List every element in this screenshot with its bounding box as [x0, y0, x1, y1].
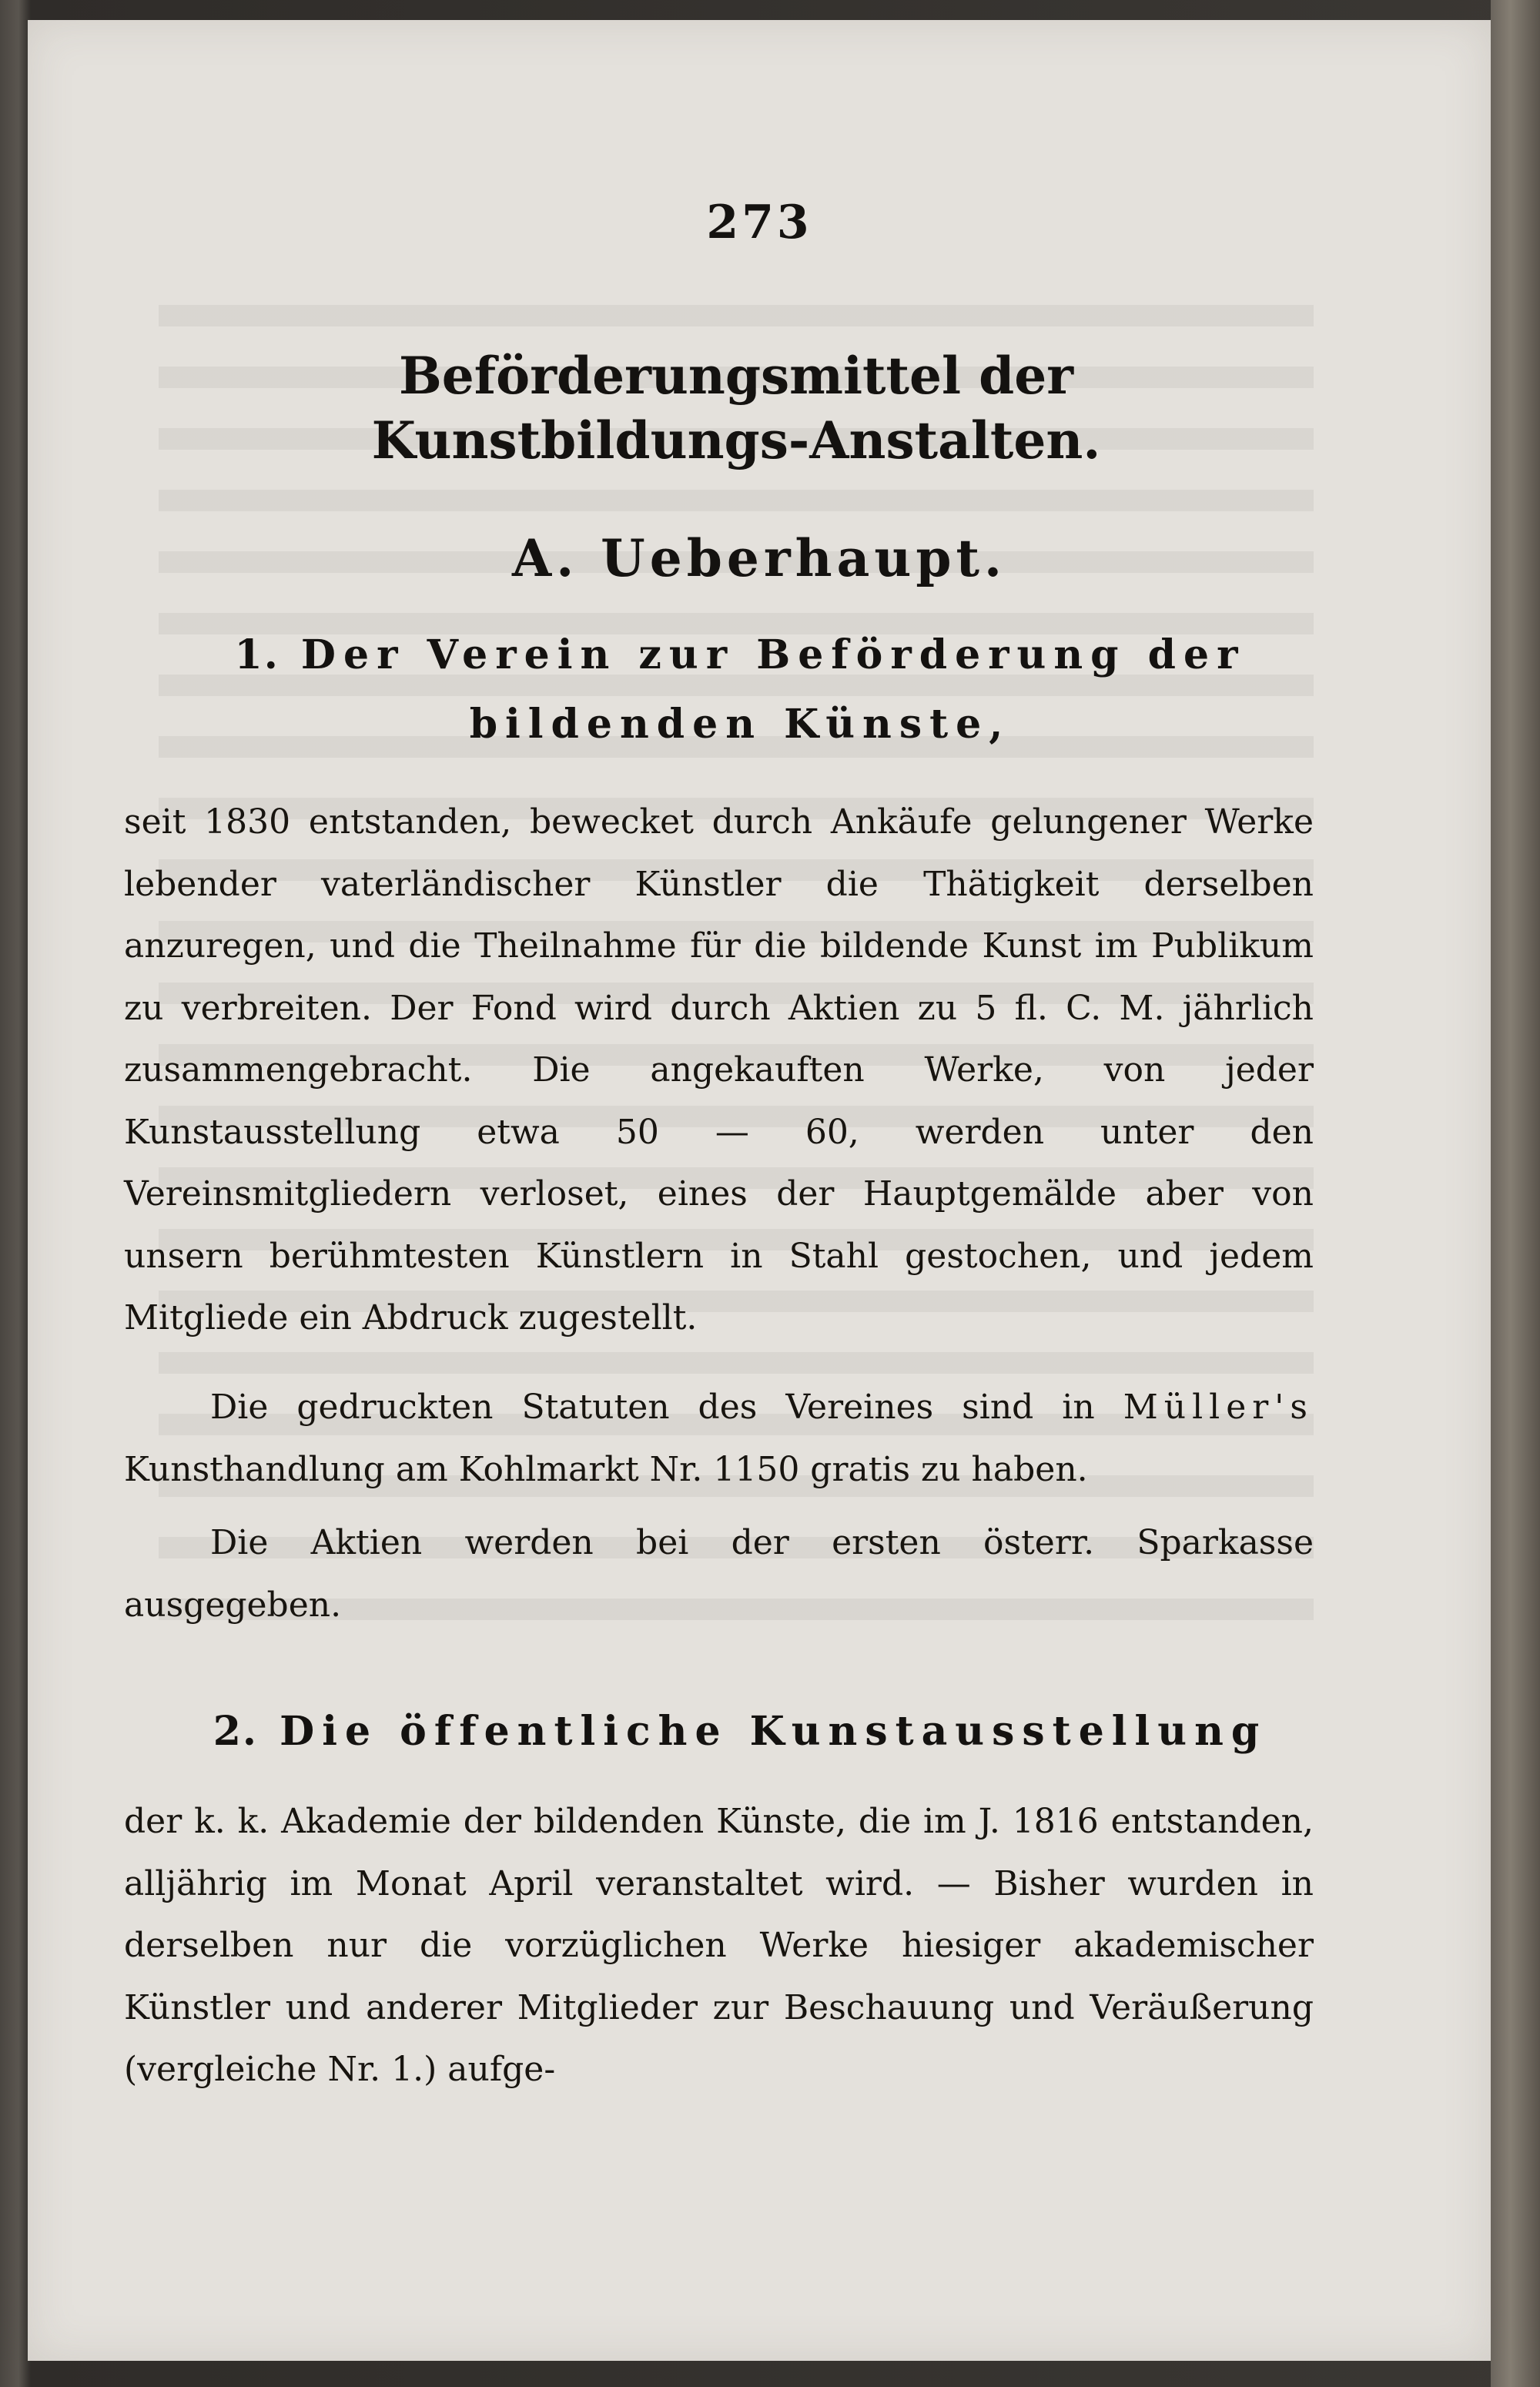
statutes-text-before: Die gedruckten Statuten des Vereines sind in	[210, 1388, 1123, 1427]
statutes-text-after: Kunsthandlung am Kohlmarkt Nr. 1150 gratis zu haben.	[124, 1449, 1088, 1489]
item-2-heading	[174, 1697, 1306, 1766]
item-1-number: 1.	[234, 631, 280, 678]
item-1-paragraph: seit 1830 entstanden, bewecket durch Ankäufe gelungener Werke lebender vaterländischer Künstler die Thätigkeit derselben anzuregen, und die Theilnahme für die bildende Kunst im Publikum zu verbreiten. Der Fond wird durch Aktien zu 5 fl. C. M. jährlich zusammengebracht. Die angekauften Werke, von jeder Kunstausstellung etwa 50 — 60, werden unter den Vereinsmitgliedern verloset, eines der Hauptgemälde aber von unsern berühmtesten Künstlern in Stahl gestochen, und jedem Mitgliede ein Abdruck zugestellt.	[124, 802, 1314, 1337]
item-1-title: Der Verein zur Beförderung der bildenden Künste,	[300, 631, 1246, 748]
section-title: Beförderungsmittel der Kunstbildungs-Anstalten.	[371, 346, 1101, 470]
page-number: 273	[706, 196, 812, 249]
book-page	[28, 20, 1491, 2361]
item-2-title: Die öffentliche Kunstausstellung	[280, 1708, 1267, 1755]
item-1-statutes-paragraph	[124, 1377, 1314, 1501]
item-1-heading	[174, 621, 1306, 759]
item-2-paragraph: der k. k. Akademie der bildenden Künste, die im J. 1816 entstanden, alljährig im Monat April veranstaltet wird. — Bisher wurden in derselben nur die vorzüglichen Werke hiesiger akademischer Künstler und anderer Mitglieder zur Beschauung und Veräußerung (vergleiche Nr. 1.) aufge-	[124, 1802, 1314, 2089]
sub-heading: A. Ueberhaupt.	[512, 528, 1006, 588]
item-2-number: 2.	[213, 1708, 259, 1755]
item-1-shares-paragraph: Die Aktien werden bei der ersten österr. Sparkasse ausgegeben.	[124, 1523, 1314, 1625]
statutes-shop-name: Müller's	[1123, 1388, 1314, 1427]
book-edge	[1491, 0, 1540, 2387]
